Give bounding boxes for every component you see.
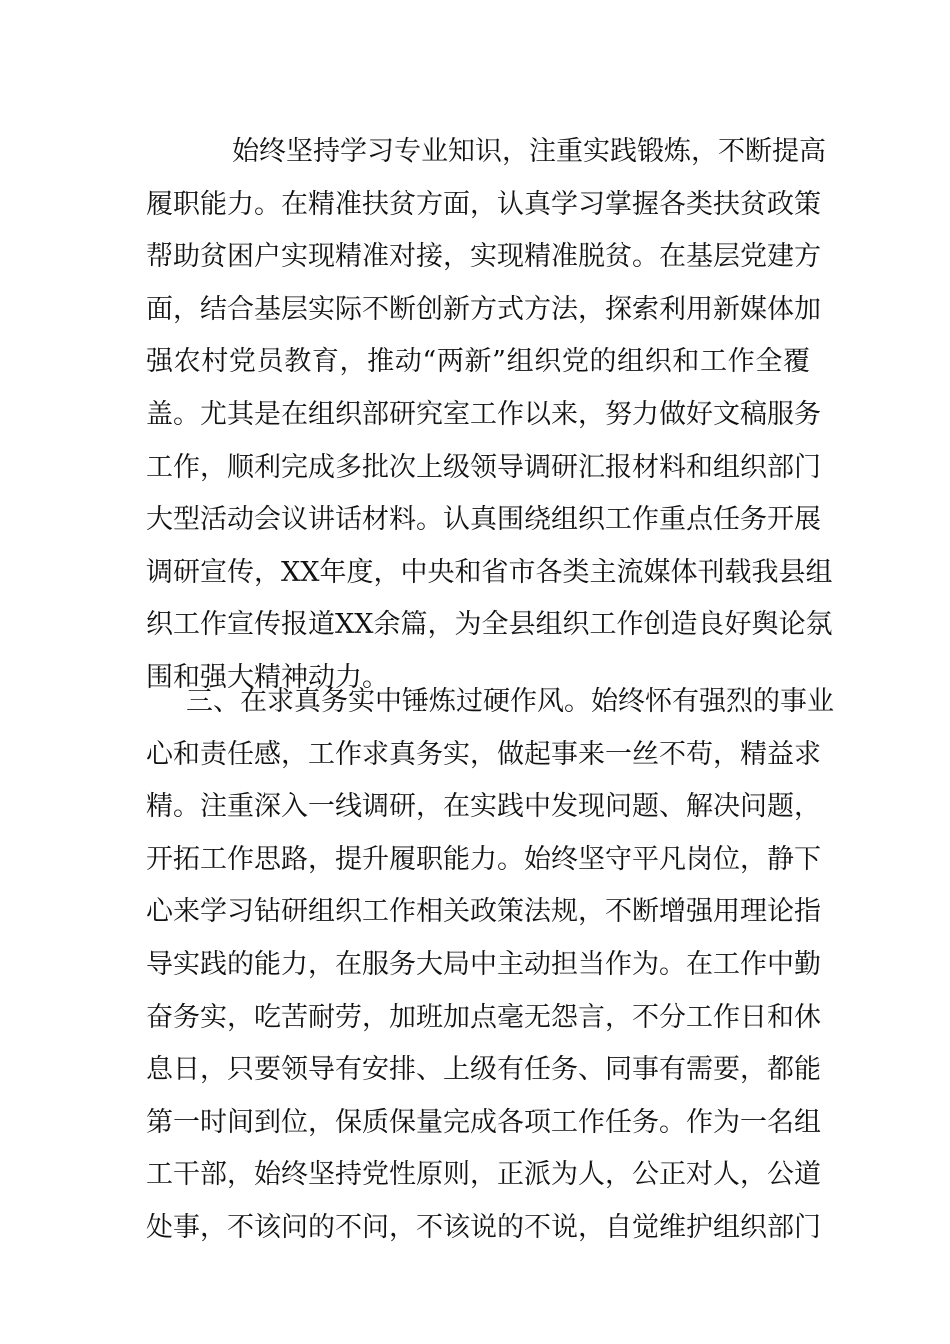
- text-line: 处事，不该问的不问，不该说的不说，自觉维护组织部门: [146, 1211, 821, 1243]
- text-line: 工干部，始终坚持党性原则，正派为人，公正对人，公道: [146, 1159, 821, 1191]
- text-line: 精。注重深入一线调研，在实践中发现问题、解决问题，: [146, 791, 821, 823]
- text-line: 强农村党员教育，推动“两新”组织党的组织和工作全覆: [146, 346, 810, 378]
- text-line: 始终坚持学习专业知识，注重实践锻炼，不断提高: [232, 136, 826, 167]
- text-line: 心和责任感，工作求真务实，做起事来一丝不苟，精益求: [146, 738, 821, 770]
- paragraph-work-style: [146, 676, 834, 1255]
- section-heading-line: 三、在求真务实中锤炼过硬作风。始终怀有强烈的事业: [186, 686, 834, 717]
- text-line: 息日，只要领导有安排、上级有任务、同事有需要，都能: [146, 1054, 821, 1086]
- text-line: 调研宣传，XX年度，中央和省市各类主流媒体刊载我县组: [146, 556, 833, 588]
- text-line: 工作，顺利完成多批次上级领导调研汇报材料和组织部门: [146, 451, 821, 483]
- text-line: 奋务实，吃苦耐劳，加班加点毫无怨言，不分工作日和休: [146, 1001, 821, 1033]
- text-line: 织工作宣传报道XX余篇，为全县组织工作创造良好舆论氛: [146, 609, 833, 641]
- text-line: 导实践的能力，在服务大局中主动担当作为。在工作中勤: [146, 948, 821, 980]
- text-line: 围和强大精神动力。: [146, 661, 389, 693]
- text-line: 盖。尤其是在组织部研究室工作以来，努力做好文稿服务: [146, 398, 821, 430]
- text-line: 第一时间到位，保质保量完成各项工作任务。作为一名组: [146, 1106, 821, 1138]
- text-line: 帮助贫困户实现精准对接，实现精准脱贫。在基层党建方: [146, 241, 821, 273]
- text-line: 大型活动会议讲话材料。认真围绕组织工作重点任务开展: [146, 504, 821, 536]
- text-line: 履职能力。在精准扶贫方面，认真学习掌握各类扶贫政策: [146, 188, 821, 220]
- paragraph-performance-capability: [146, 126, 833, 705]
- text-line: 心来学习钻研组织工作相关政策法规，不断增强用理论指: [146, 896, 821, 928]
- text-line: 面，结合基层实际不断创新方式方法，探索利用新媒体加: [146, 293, 821, 325]
- text-line: 开拓工作思路，提升履职能力。始终坚守平凡岗位，静下: [146, 843, 821, 875]
